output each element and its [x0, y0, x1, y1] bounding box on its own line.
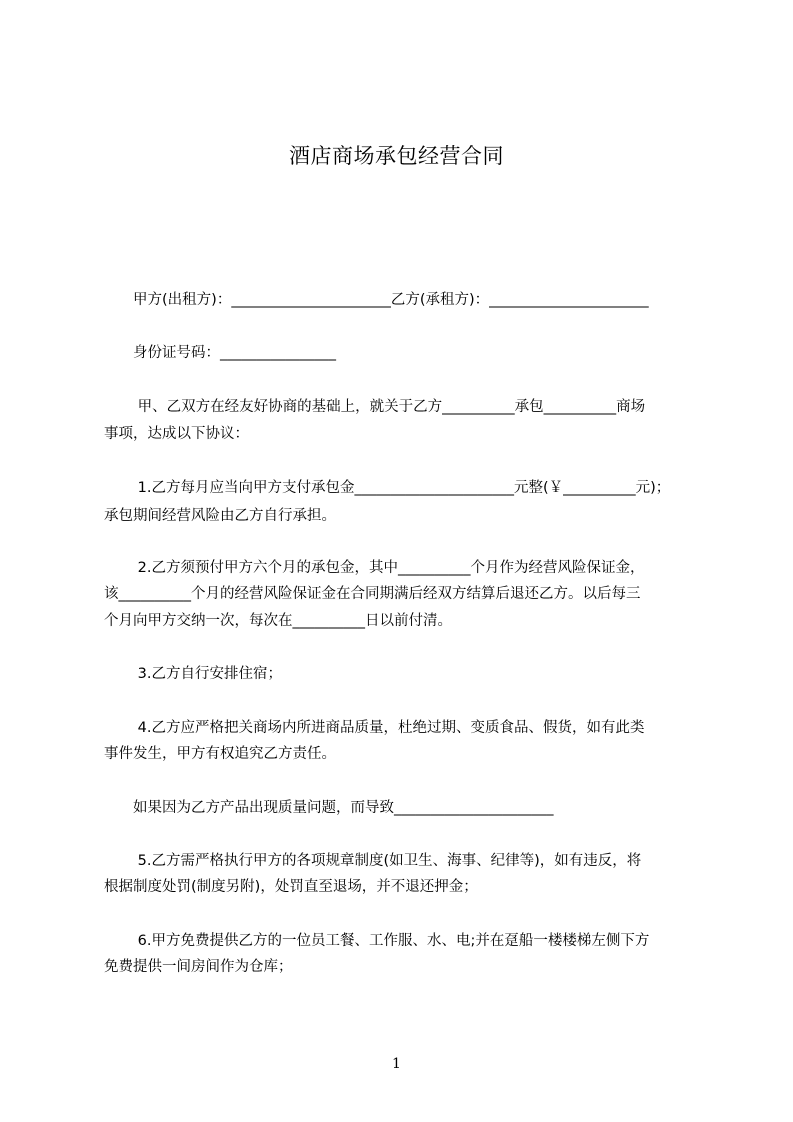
page-number: 1	[392, 1056, 401, 1072]
preamble-line-2: 事项，达成以下协议：	[104, 426, 249, 442]
preamble-line-1: 甲、乙双方在经友好协商的基础上，就关于乙方__________承包__________商场	[104, 399, 646, 415]
clause-4-line-1: 4.乙方应严格把关商场内所进商品质量，杜绝过期、变质食品、假货，如有此类	[104, 720, 645, 736]
document-title: 酒店商场承包经营合同	[289, 144, 504, 168]
clause-3-line-1: 3.乙方自行安排住宿；	[104, 666, 282, 682]
party-info-line: 甲方(出租方)：______________________乙方(承租方)：______________________	[104, 292, 649, 308]
quality-issue-line: 如果因为乙方产品出现质量问题，而导致______________________	[104, 800, 554, 816]
clause-6-line-2: 免费提供一间房间作为仓库；	[104, 959, 293, 975]
clause-5-line-1: 5.乙方需严格执行甲方的各项规章制度(如卫生、海事、纪律等)，如有违反，将	[104, 853, 642, 869]
clause-2-line-1: 2.乙方须预付甲方六个月的承包金，其中__________个月作为经营风险保证金，	[104, 560, 645, 576]
clause-1-line-2: 承包期间经营风险由乙方自行承担。	[104, 508, 336, 524]
clause-6-line-1: 6.甲方免费提供乙方的一位员工餐、工作服、水、电;并在趸船一楼楼梯左侧下方	[104, 933, 650, 949]
clause-2-line-3: 个月向甲方交纳一次，每次在__________日以前付清。	[104, 613, 452, 629]
clause-1-line-1: 1.乙方每月应当向甲方支付承包金______________________元整(￥__________元)；	[104, 480, 671, 496]
clause-2-line-2: 该__________个月的经营风险保证金在合同期满后经双方结算后退还乙方。以后每三	[104, 586, 641, 602]
clause-4-line-2: 事件发生，甲方有权追究乙方责任。	[104, 746, 336, 762]
id-number-line: 身份证号码：________________	[104, 345, 336, 361]
clause-5-line-2: 根据制度处罚(制度另附)，处罚直至退场，并不退还押金；	[104, 879, 478, 895]
